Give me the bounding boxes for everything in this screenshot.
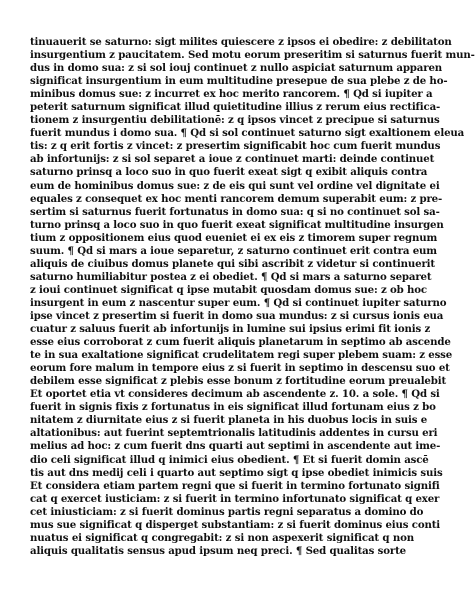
text-line: saturno prinsq a loco suo in quo fuerit exeat sigt q exibit aliquis contra (30, 166, 428, 179)
text-line: cuatur z saluus fuerit ab infortunijs in lumine sui ipsius erimi fit ionis z (30, 323, 431, 336)
text-line: melius ad hoc: z cum fuerit dns quarti aut septimi in ascendente aut ime- (30, 440, 441, 453)
text-line: mus sue significat q disperget substantiam: z si fuerit dominus eius conti (30, 518, 440, 531)
text-line: esse eius corroborat z cum fuerit aliquis planetarum in septimo ab ascende (30, 336, 451, 349)
text-line: aliquis qualitatis sensus apud ipsum neq preci. ¶ Sed qualitas sorte (30, 544, 406, 557)
text-line: cat q exercet iusticiam: z si fuerit in termino infortunato significat q exer (30, 492, 440, 505)
text-line: debilem esse significat z plebis esse bonum z fortitudine eorum preualebit (30, 375, 446, 388)
text-line: eorum fore malum in tempore eius z si fuerit in septimo in descensu suo et (30, 362, 450, 375)
text-line: tinuauerit se saturno: sigt milites quiescere z ipsos ei obedire: z debilitaton (30, 36, 452, 48)
text-line: insurgentium z paucitatem. Sed motu eorum preseritim si saturnus fuerit mun- (30, 49, 475, 62)
text-line: altationibus: aut fuerint septemtrionalis latitudinis addentes in cursu eri (30, 427, 438, 440)
text-line: fuerit in signis fixis z fortunatus in eis significat illud fortunam eius z bo (30, 401, 436, 414)
text-line: tis: z q erit fortis z vincet: z presertim significabit hoc cum fuerit mundus (30, 140, 441, 153)
text-line: tium z oppositionem eius quod eueniet ei ex eis z timorem super regnum (30, 231, 438, 244)
text-line: dus in domo sua: z si sol iouj continuet z nullo aspiciat saturnum apparen (30, 62, 443, 75)
text-line: insurgent in eum z nascentur super eum. ¶ Qd si continuet iupiter saturno (30, 296, 447, 309)
text-line: minibus domus sue: z incurret ex hoc merito rancorem. ¶ Qd si iupiter a (30, 88, 433, 101)
text-line: z ioui continuet significat q ipse mutabit quosdam domus sue: z ob hoc (30, 283, 427, 296)
text-line: nitatem z diurnitate eius z si fuerit planeta in his duobus locis in suis e (30, 414, 428, 427)
text-line: aliquis de ciuibus domus planete qui sibi ascribit z videtur si continuerit (30, 257, 435, 270)
text-line: Et considera etiam partem regni que si fuerit in termino fortunato signifi (30, 479, 440, 492)
text-line: te in sua exaltatione significat crudelitatem regi super plebem suam: z esse (30, 349, 453, 362)
text-line: dio celi significat illud q inimici eius obedient. ¶ Et si fuerit domin ascē (30, 453, 429, 466)
text-line: eum de hominibus domus sue: z de eis qui sunt vel ordine vel dignitate ei (30, 179, 440, 192)
body-text (30, 36, 475, 558)
text-line: nuatus ei significat q congregabit: z si non aspexerit significat q non (30, 531, 414, 544)
text-line: significat insurgentium in eum multitudine presepue de sua plebe z de ho- (30, 75, 448, 88)
text-line: cet iniusticiam: z si fuerit dominus partis regni separatus a domino do (30, 505, 424, 518)
text-line: equales z consequet ex hoc menti rancorem demum superabit eum: z pre- (30, 192, 443, 205)
text-line: sertim si saturnus fuerit fortunatus in domo sua: q si no continuet sol sa- (30, 205, 440, 218)
text-line: peterit saturnum significat illud quietitudine illius z rerum eius rectifica- (30, 101, 441, 114)
text-line: tis aut dns medij celi i quarto aut septimo sigt q ipse obediet inimicis suis (30, 466, 443, 479)
text-line: saturno humiliabitur postea z ei obediet. ¶ Qd si mars a saturno separet (30, 270, 432, 283)
text-line: turno prinsq a loco suo in quo fuerit exeat significat multitudine insurgen (30, 218, 444, 231)
text-line: ab infortunijs: z si sol separet a ioue z continuet marti: deinde continuet (30, 153, 435, 166)
text-line: ipse vincet z presertim si fuerit in domo sua mundus: z si cursus ionis eua (30, 309, 444, 322)
text-line: fuerit mundus i domo sua. ¶ Qd si sol continuet saturno sigt exaltionem eleua (30, 127, 465, 140)
text-line: tionem z insurgentiu debilitationē: z q ipsos vincet z precipue si saturnus (30, 114, 440, 127)
text-line: Et oportet etia vt consideres decimum ab ascendente z. 10. a sole. ¶ Qd si (30, 388, 440, 401)
text-line: suum. ¶ Qd si mars a ioue separetur, z saturno continuet erit contra eum (30, 244, 437, 257)
